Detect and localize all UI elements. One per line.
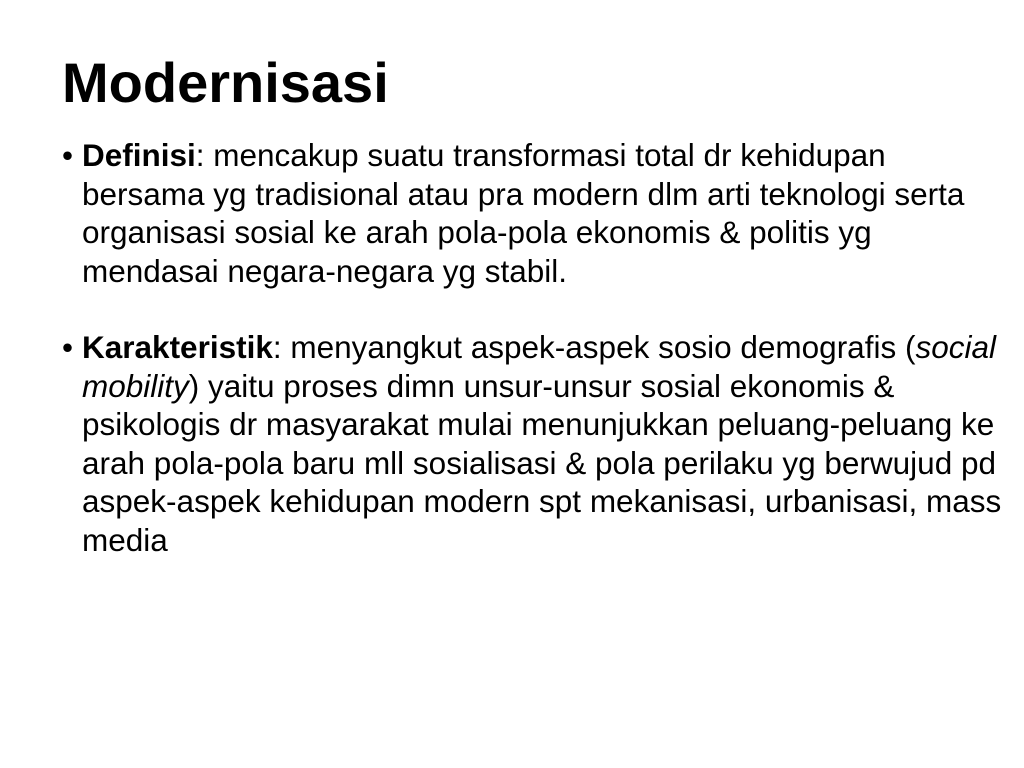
bullet-text-after: ) yaitu proses dimn unsur-unsur sosial ekonomis & psikologis dr masyarakat mulai menunjukkan peluang-peluang ke arah pola-pola baru mll sosialisasi & pola perilaku yg berwujud pd aspek-aspek kehidupan modern spt mekanisasi, urbanisasi, mass media [82,367,1002,558]
bullet-karakteristik [62,328,1002,559]
bullet-text-before: : menyangkut aspek-aspek sosio demografis ( [272,329,916,365]
bullet-term: Karakteristik [82,329,273,365]
bullet-term: Definisi [82,137,196,173]
bullet-text: : mencakup suatu transformasi total dr kehidupan bersama yg tradisional atau pra modern dlm arti teknologi serta organisasi sosial ke arah pola-pola ekonomis & politis yg mendasai negara-negara yg stabil. [82,137,965,289]
bullet-icon: • [62,329,74,365]
slide-title: Modernisasi [62,51,389,114]
bullet-definisi [62,136,1002,290]
bullet-italic-text: social mobility [82,329,996,404]
bullet-list [62,136,1002,559]
bullet-icon: • [62,137,74,173]
